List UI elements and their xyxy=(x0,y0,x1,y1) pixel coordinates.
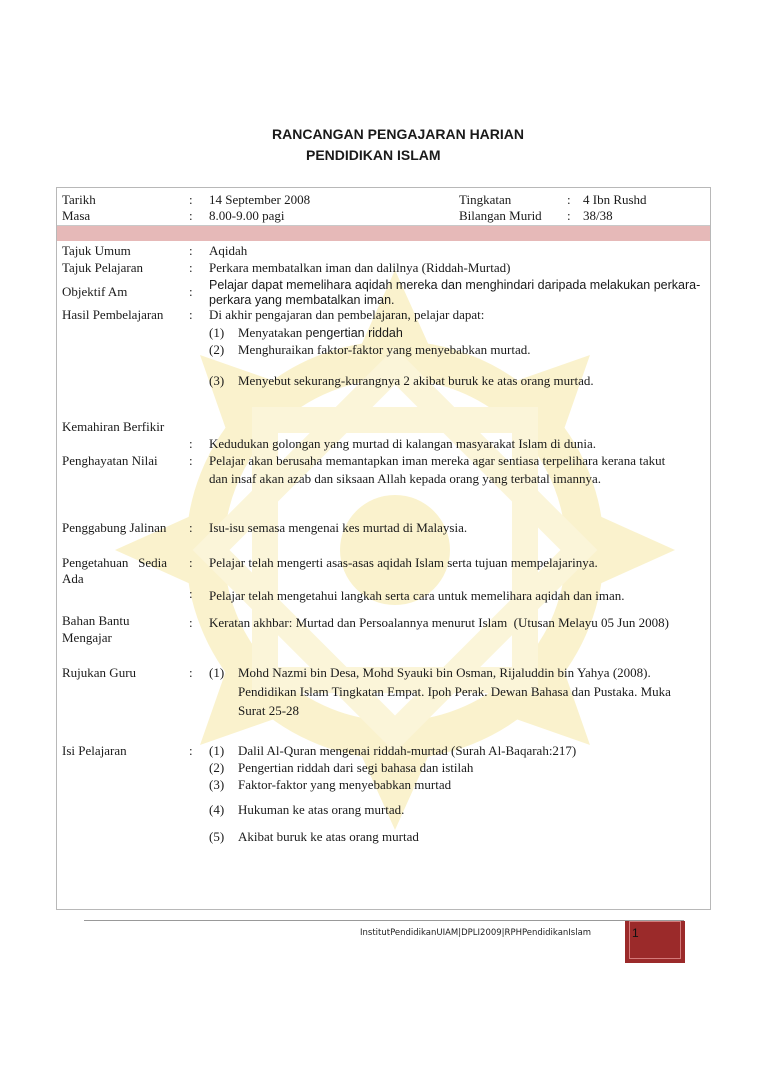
isi-item-text: Faktor-faktor yang menyebabkan murtad xyxy=(238,777,452,792)
isi-item-num: (2) xyxy=(209,760,225,775)
isi-item-num: (4) xyxy=(209,802,225,817)
bahan-label-a: Bahan Bantu xyxy=(62,613,130,628)
bahan-value: Keratan akhbar: Murtad dan Persoalannya menurut Islam (Utusan Melayu 05 Jun 2008) xyxy=(209,615,669,630)
bahan-label-b: Mengajar xyxy=(62,630,112,645)
kemahiran-sep: : xyxy=(189,436,193,451)
rujukan-label: Rujukan Guru xyxy=(62,665,137,680)
tajuk-umum-label: Tajuk Umum xyxy=(62,243,131,258)
masa-value: 8.00-9.00 pagi xyxy=(209,208,285,223)
isi-item-text: Hukuman ke atas orang murtad. xyxy=(238,802,405,817)
rujukan-num: (1) xyxy=(209,665,225,680)
tajuk-umum-value: Aqidah xyxy=(209,243,248,258)
isi-item-num: (5) xyxy=(209,829,225,844)
isi-label: Isi Pelajaran xyxy=(62,743,127,758)
hasil-sep: : xyxy=(189,307,193,322)
isi-sep: : xyxy=(189,743,193,758)
bahan-sep: : xyxy=(189,615,193,630)
rujukan-line-1: Mohd Nazmi bin Desa, Mohd Syauki bin Osman, Rijaluddin bin Yahya (2008). xyxy=(238,665,651,680)
tarikh-sep: : xyxy=(189,192,193,207)
objektif-line-1: Pelajar dapat memelihara aqidah mereka dan menghindari daripada melakukan perkara- xyxy=(209,278,701,292)
hasil-item-text-a: Menyatakan xyxy=(238,325,306,340)
hasil-item-text xyxy=(238,325,403,341)
hasil-item-num: (3) xyxy=(209,373,225,388)
tajuk-pelajaran-value: Perkara membatalkan iman dan dalilnya (Riddah-Murtad) xyxy=(209,260,511,275)
tingkatan-label: Tingkatan xyxy=(459,192,512,207)
pengetahuan-label-a: Pengetahuan Sedia xyxy=(62,555,168,570)
tarikh-label: Tarikh xyxy=(62,192,96,207)
kemahiran-value: Kedudukan golongan yang murtad di kalangan masyarakat Islam di dunia. xyxy=(209,436,597,451)
document-title: RANCANGAN PENGAJARAN HARIAN xyxy=(272,126,525,142)
document-subtitle: PENDIDIKAN ISLAM xyxy=(306,147,441,163)
masa-sep: : xyxy=(189,208,193,223)
penghayatan-line-2: dan insaf akan azab dan siksaan Allah kepada orang yang terbatal imannya. xyxy=(209,471,602,486)
objektif-label: Objektif Am xyxy=(62,284,128,299)
isi-item-text: Dalil Al-Quran mengenai riddah-murtad (Surah Al-Baqarah:217) xyxy=(238,743,577,758)
isi-item-num: (3) xyxy=(209,777,225,792)
pengetahuan-value-1: Pelajar telah mengerti asas-asas aqidah Islam serta tujuan mempelajarinya. xyxy=(209,555,598,570)
tingkatan-sep: : xyxy=(567,192,571,207)
isi-item-num: (1) xyxy=(209,743,225,758)
footer-text: InstitutPendidikanUIAM|DPLI2009|RPHPendidikanIslam xyxy=(360,928,592,938)
tajuk-pelajaran-sep: : xyxy=(189,260,193,275)
hasil-label: Hasil Pembelajaran xyxy=(62,307,164,322)
footer-divider xyxy=(84,920,684,921)
hasil-item-text-b: pengertian riddah xyxy=(305,326,403,340)
rujukan-line-3: Surat 25-28 xyxy=(238,703,300,718)
pengetahuan-sep-1: : xyxy=(189,555,193,570)
kemahiran-label: Kemahiran Berfikir xyxy=(62,419,165,434)
hasil-intro: Di akhir pengajaran dan pembelajaran, pelajar dapat: xyxy=(209,307,485,322)
tarikh-value: 14 September 2008 xyxy=(209,192,311,207)
bilangan-sep: : xyxy=(567,208,571,223)
tingkatan-value: 4 Ibn Rushd xyxy=(583,192,647,207)
rujukan-sep: : xyxy=(189,665,193,680)
objektif-sep: : xyxy=(189,284,193,299)
rujukan-line-2: Pendidikan Islam Tingkatan Empat. Ipoh Perak. Dewan Bahasa dan Pustaka. Muka xyxy=(238,684,671,699)
page-number: 1 xyxy=(632,926,639,940)
tajuk-umum-sep: : xyxy=(189,243,193,258)
header-band xyxy=(57,226,710,241)
penghayatan-sep: : xyxy=(189,453,193,468)
pengetahuan-value-2: Pelajar telah mengetahui langkah serta cara untuk memelihara aqidah dan iman. xyxy=(209,588,625,603)
masa-label: Masa xyxy=(62,208,91,223)
isi-item-text: Pengertian riddah dari segi bahasa dan istilah xyxy=(238,760,474,775)
penggabung-label: Penggabung Jalinan xyxy=(62,520,167,535)
penggabung-sep: : xyxy=(189,520,193,535)
hasil-item-num: (2) xyxy=(209,342,225,357)
penggabung-value: Isu-isu semasa mengenai kes murtad di Malaysia. xyxy=(209,520,468,535)
objektif-line-2: perkara yang membatalkan iman. xyxy=(209,293,395,307)
hasil-item-num: (1) xyxy=(209,325,225,340)
tajuk-pelajaran-label: Tajuk Pelajaran xyxy=(62,260,144,275)
bilangan-label: Bilangan Murid xyxy=(459,208,542,223)
isi-item-text: Akibat buruk ke atas orang murtad xyxy=(238,829,419,844)
penghayatan-line-1: Pelajar akan berusaha memantapkan iman mereka agar sentiasa terpelihara kerana takut xyxy=(209,453,666,468)
pengetahuan-sep-2: : xyxy=(189,586,193,601)
hasil-item-text: Menghuraikan faktor-faktor yang menyebabkan murtad. xyxy=(238,342,531,357)
bilangan-value: 38/38 xyxy=(583,208,613,223)
penghayatan-label: Penghayatan Nilai xyxy=(62,453,158,468)
pengetahuan-label-b: Ada xyxy=(62,571,84,586)
hasil-item-text: Menyebut sekurang-kurangnya 2 akibat buruk ke atas orang murtad. xyxy=(238,373,594,388)
